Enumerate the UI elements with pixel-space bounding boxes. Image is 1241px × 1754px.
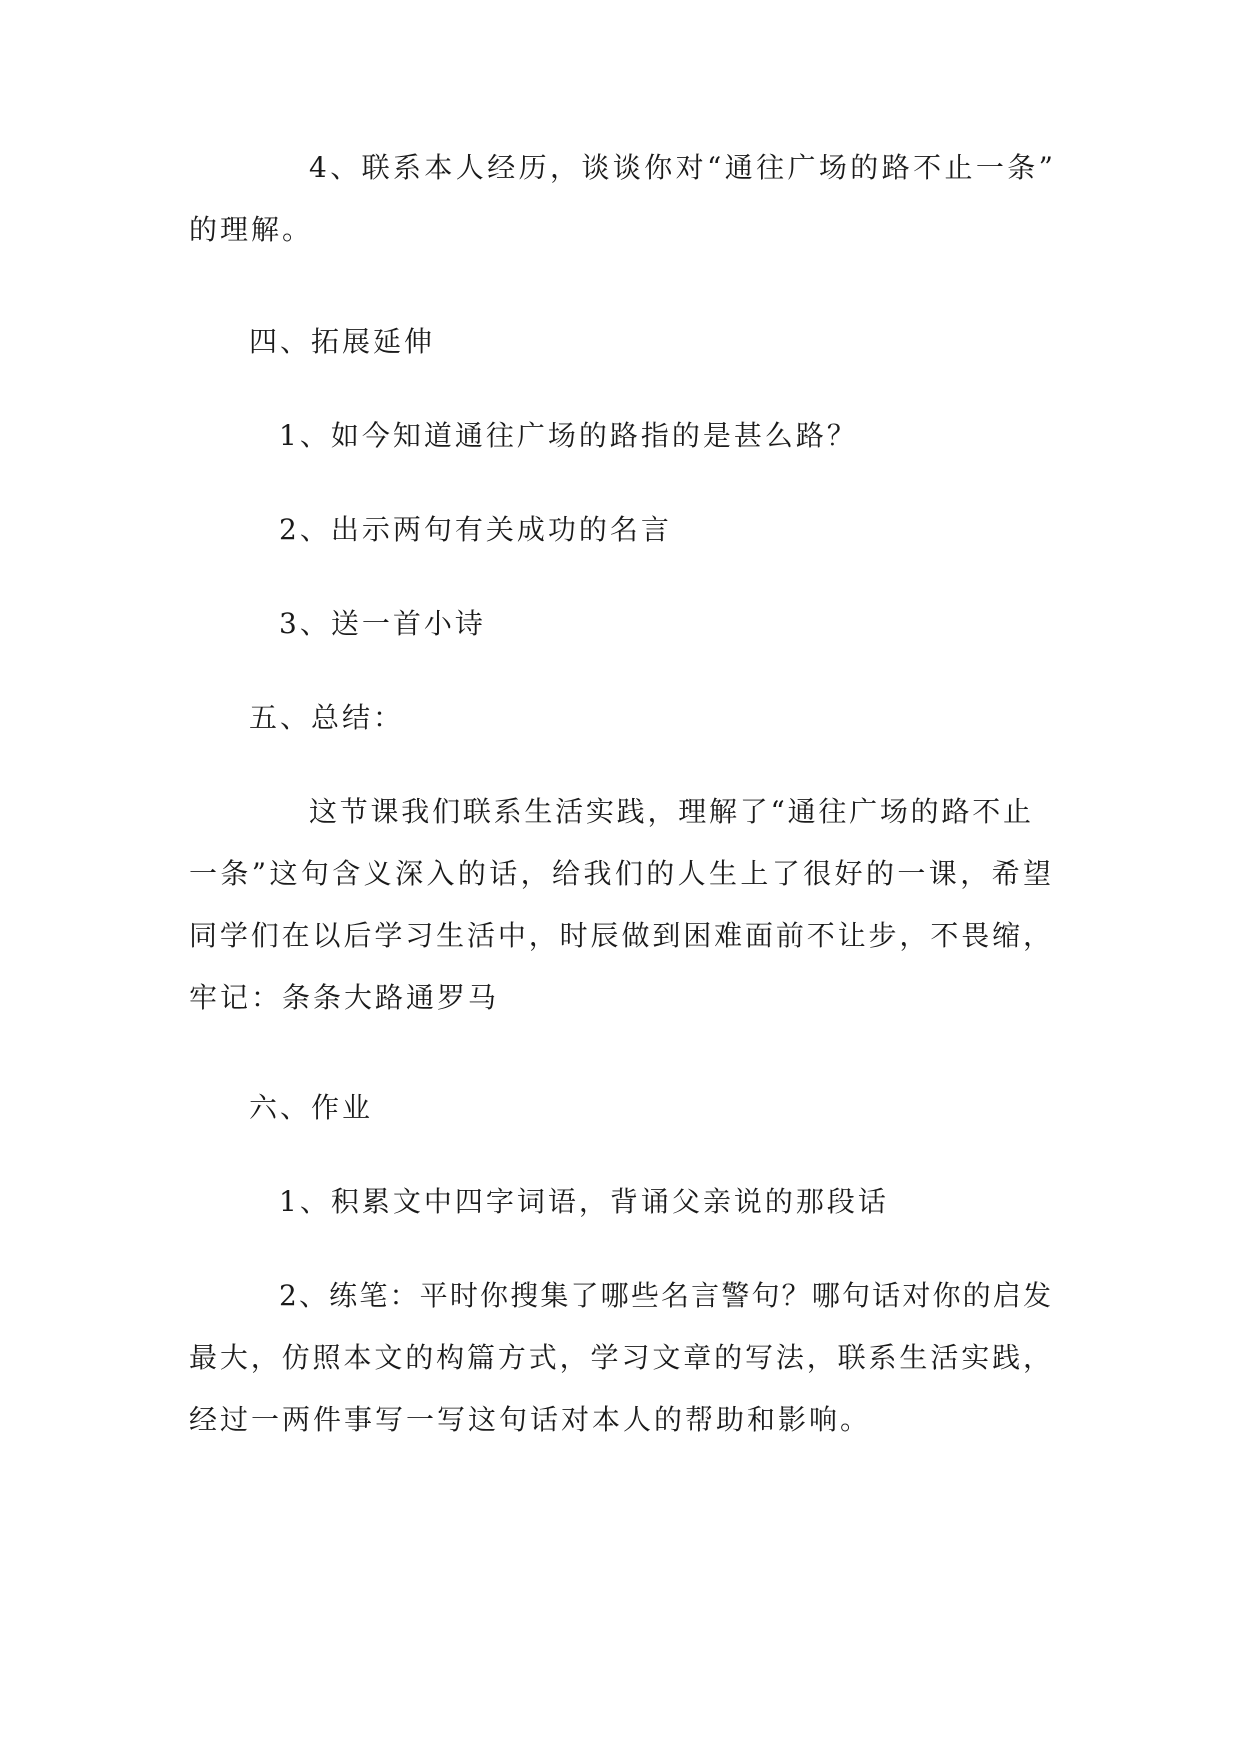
section6-item1: 1、积累文中四字词语，背诵父亲说的那段话	[279, 1185, 889, 1218]
section6-item2-line3: 经过一两件事写一写这句话对本人的帮助和影响。	[189, 1403, 872, 1436]
section5-heading: 五、总结：	[249, 701, 405, 734]
section5-para-line3: 同学们在以后学习生活中，时辰做到困难面前不让步，不畏缩，	[189, 919, 1051, 952]
section4-item3: 3、送一首小诗	[279, 607, 486, 640]
section4-item2: 2、出示两句有关成功的名言	[279, 513, 672, 546]
section6-heading: 六、作业	[249, 1091, 374, 1124]
section5-para-line1: 这节课我们联系生活实践，理解了“通往广场的路不止	[309, 795, 1031, 828]
section6-item2-line2: 最大，仿照本文的构篇方式，学习文章的写法，联系生活实践，	[189, 1341, 1051, 1374]
section5-para-line4: 牢记：条条大路通罗马	[189, 981, 500, 1014]
section4-item1: 1、如今知道通往广场的路指的是甚么路？	[279, 419, 858, 452]
section6-item2-line1: 2、练笔：平时你搜集了哪些名言警句？哪句话对你的启发	[279, 1279, 1051, 1312]
section5-para-line2: 一条”这句含义深入的话，给我们的人生上了很好的一课，希望	[189, 857, 1051, 890]
item4-line2: 的理解。	[189, 213, 314, 246]
item4-line1: 4、联系本人经历，谈谈你对“通往广场的路不止一条”	[309, 151, 1053, 184]
section4-heading: 四、拓展延伸	[249, 325, 436, 358]
